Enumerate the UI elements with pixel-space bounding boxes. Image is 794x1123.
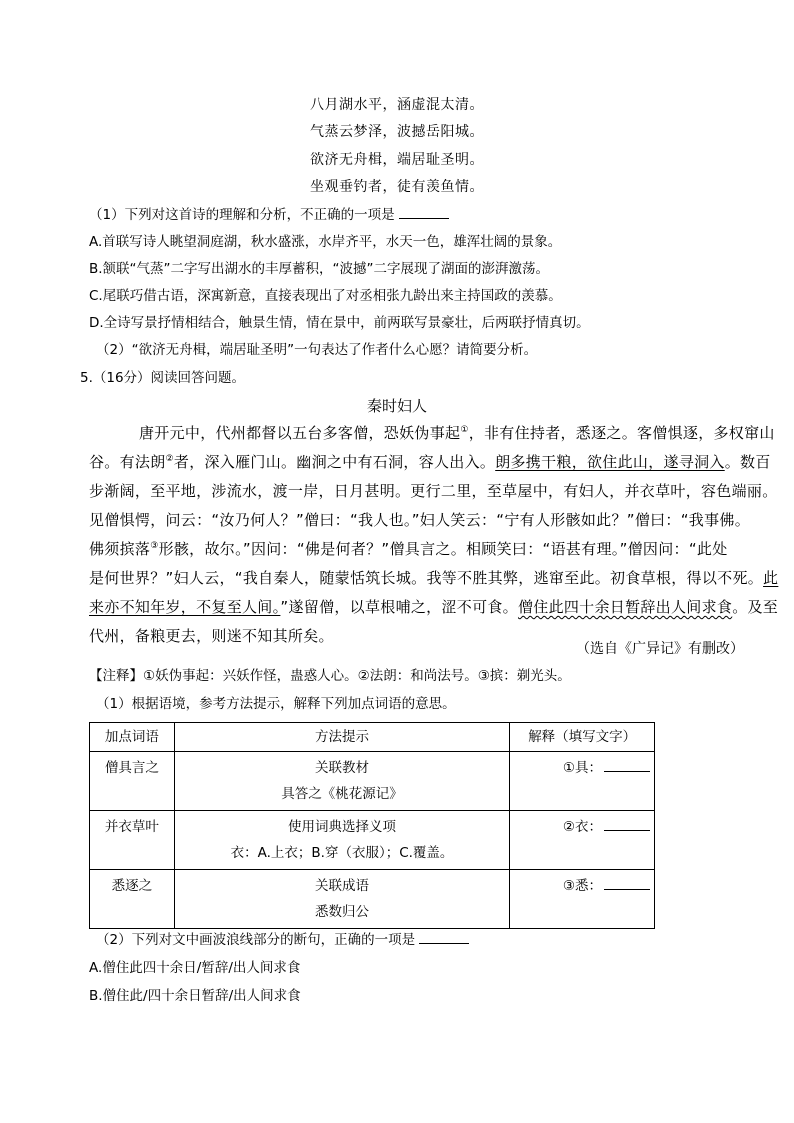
table-header: 加点词语 xyxy=(90,723,175,752)
q4-sub1 xyxy=(89,205,449,225)
q5-option-a: A.僧住此四十余日/暂辞/出人间求食 xyxy=(89,960,301,976)
passage-line-2 xyxy=(89,452,771,472)
passage-line-4: 见僧惧愕，问云：“汝乃何人？”僧曰：“我人也。”妇人笑云：“宁有人形骸如此？”僧曰：“我事佛。 xyxy=(89,511,751,529)
table-header: 方法提示 xyxy=(174,723,510,752)
method-hint: 关联成语 xyxy=(315,878,370,894)
answer-blank[interactable] xyxy=(604,877,650,890)
passage-text: 佛须摈落 xyxy=(89,540,151,558)
poem-line-1: 八月湖水平，涵虚混太清。 xyxy=(310,97,484,113)
passage-text: 形骸，故尔。”因问：“佛是何者？”僧具言之。相顾笑曰：“语甚有理。”僧因问：“此处 xyxy=(158,540,728,558)
footnote-mark: ① xyxy=(460,425,469,435)
method-example: 具答之《桃花源记》 xyxy=(281,786,403,802)
q5-option-b: B.僧住此/四十余日暂辞/出人间求食 xyxy=(89,988,301,1004)
method-example: 悉数归公 xyxy=(315,904,370,920)
method-hint: 关联教材 xyxy=(315,760,370,776)
q4-sub2: （2）“欲济无舟楫，端居耻圣明”一句表达了作者什么心愿？请简要分析。 xyxy=(96,342,538,358)
q5-header: 5.（16分）阅读回答问题。 xyxy=(80,370,246,386)
underlined-sentence: 朗多携干粮，欲住此山，遂寻洞入 xyxy=(495,453,725,471)
poem-line-2: 气蒸云梦泽，波撼岳阳城。 xyxy=(310,124,484,140)
table-row xyxy=(90,811,655,870)
table-header: 解释（填写文字） xyxy=(510,723,655,752)
dotted-word: 悉逐之 xyxy=(111,878,153,894)
method-table xyxy=(89,722,655,929)
fill-label: ③悉： xyxy=(562,878,602,894)
passage-text: 。及至 xyxy=(732,598,779,616)
poem-line-4: 坐观垂钓者，徒有羡鱼情。 xyxy=(310,179,484,195)
passage-line-6 xyxy=(89,568,778,588)
table-row xyxy=(90,870,655,929)
underlined-sentence: 此 xyxy=(763,569,779,587)
passage-line-7 xyxy=(89,597,778,617)
passage-text: 者，深入雁门山。幽涧之中有石洞，容人出入。 xyxy=(173,453,496,471)
passage-line-5 xyxy=(89,539,728,559)
passage-text: ，非有住持者，悉逐之。客僧惧逐，多权窜山 xyxy=(468,424,775,442)
footnote-mark: ③ xyxy=(150,541,159,551)
passage-text: 唐开元中，代州都督以五台多客僧，恐妖伪事起 xyxy=(139,424,461,442)
passage-text: 谷。有法朗 xyxy=(89,453,166,471)
dotted-word: 并衣草叶 xyxy=(104,819,159,835)
answer-blank[interactable] xyxy=(604,759,650,772)
q4-option-b: B.颔联“气蒸”二字写出湖水的丰厚蓄积，“波撼”二字展现了湖面的澎湃激荡。 xyxy=(89,261,550,277)
q4-option-d: D.全诗写景抒情相结合，触景生情，情在景中，前两联写景豪壮，后两联抒情真切。 xyxy=(89,315,590,331)
answer-blank[interactable] xyxy=(604,818,650,831)
method-hint: 使用词典选择义项 xyxy=(288,819,397,835)
passage-text: 是何世界？”妇人云，“我自秦人，随蒙恬筑长城。我等不胜其弊，逃窜至此。初食草根，得以不死。 xyxy=(89,569,764,587)
fill-label: ①具： xyxy=(562,760,602,776)
underlined-sentence: 来亦不知年岁，不复至人间。 xyxy=(89,598,281,616)
method-example: 衣：A.上衣；B.穿（衣服）；C.覆盖。 xyxy=(230,845,454,861)
answer-blank[interactable] xyxy=(419,931,469,944)
q4-option-c: C.尾联巧借古语，深寓新意，直接表现出了对丞相张九龄出来主持国政的羡慕。 xyxy=(89,288,562,304)
passage-title: 秦时妇人 xyxy=(366,397,427,415)
q5-sub1: （1）根据语境，参考方法提示，解释下列加点词语的意思。 xyxy=(96,696,456,712)
passage-line-1 xyxy=(139,423,775,443)
table-row xyxy=(90,752,655,811)
passage-source: （选自《广异记》有删改） xyxy=(576,641,744,657)
passage-text: ”遂留僧，以草根哺之，涩不可食。 xyxy=(280,598,518,616)
q4-option-a: A.首联写诗人眺望洞庭湖，秋水盛涨，水岸齐平，水天一色，雄浑壮阔的景象。 xyxy=(89,234,562,250)
q4-sub1-text: （1）下列对这首诗的理解和分析，不正确的一项是 xyxy=(89,207,395,223)
annotation-note: 【注释】①妖伪事起：兴妖作怪，蛊惑人心。②法朗：和尚法号。③摈：剃光头。 xyxy=(89,668,571,684)
dotted-word: 僧具言之 xyxy=(104,760,159,776)
answer-blank[interactable] xyxy=(399,206,449,219)
wavy-underlined-sentence: 僧住此四十余日暂辞出人间求食 xyxy=(517,598,733,616)
passage-line-3: 步渐阔，至平地，涉流水，渡一岸，日月甚明。更行二里，至草屋中，有妇人，并衣草叶，容色端丽。 xyxy=(89,482,778,500)
poem-line-3: 欲济无舟楫，端居耻圣明。 xyxy=(310,152,484,168)
passage-line-8: 代州，备粮更去，则迷不知其所矣。 xyxy=(89,627,334,645)
passage-text: 。数百 xyxy=(724,453,771,471)
q5-sub2-text: （2）下列对文中画波浪线部分的断句，正确的一项是 xyxy=(96,932,416,948)
q5-sub2 xyxy=(96,930,469,950)
fill-label: ②衣： xyxy=(562,819,602,835)
footnote-mark: ② xyxy=(165,454,174,464)
